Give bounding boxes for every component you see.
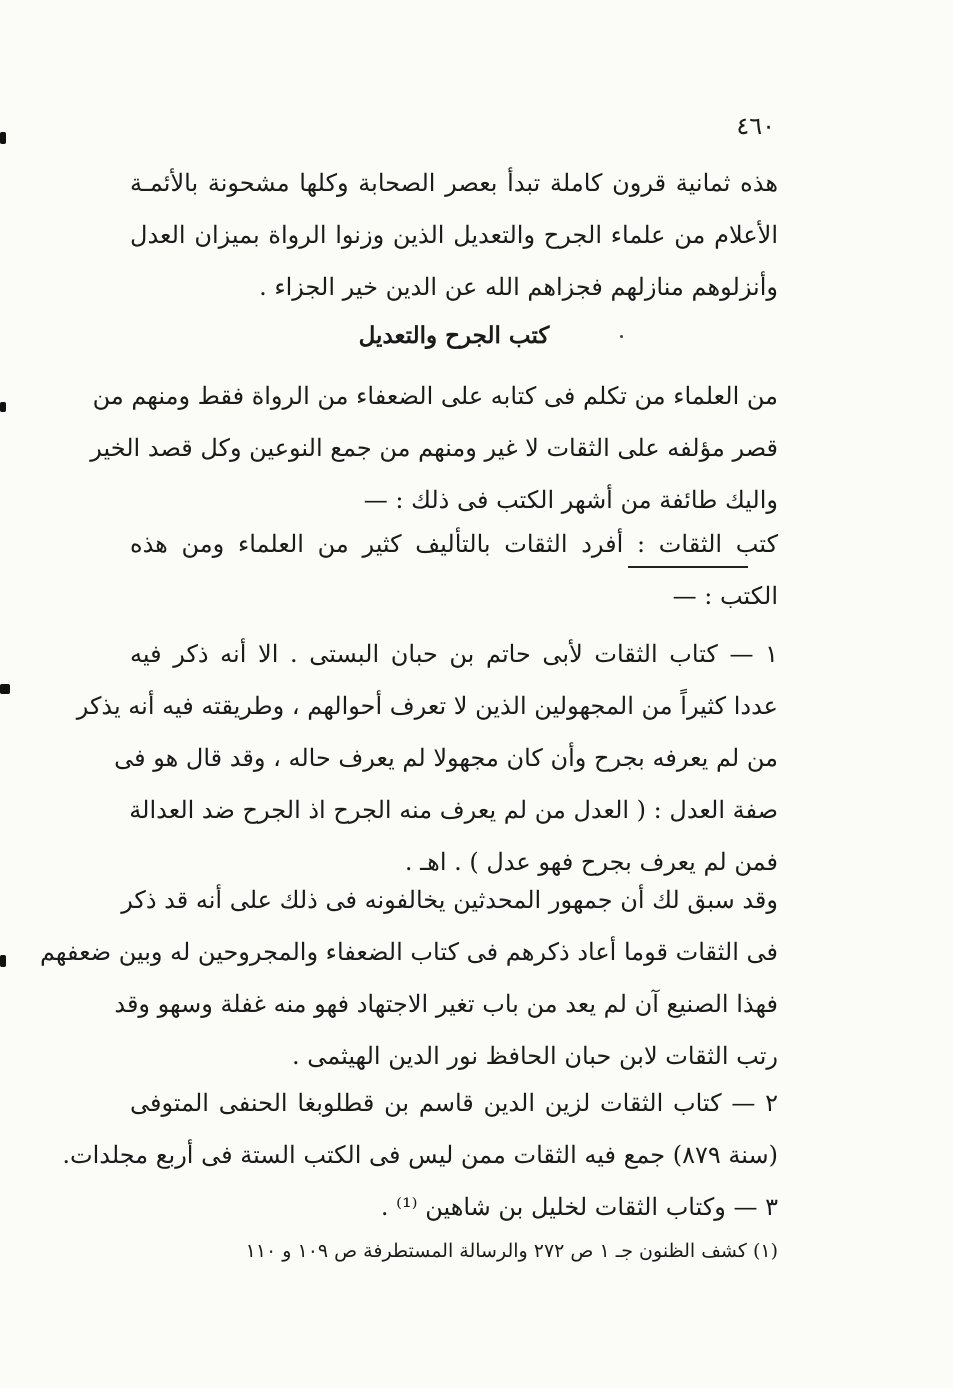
text-line: فى الثقات قوما أعاد ذكرهم فى كتاب الضعفاء والمجروحين له وبين ضعفهم <box>39 938 778 966</box>
paragraph-2 <box>90 370 778 526</box>
text-line: هذه ثمانية قرون كاملة تبدأ بعصر الصحابة وكلها مشحونة بالأئمـة <box>130 169 778 197</box>
text-line: فمن لم يعرف بجرح فهو عدل ) . اهـ . <box>404 848 778 876</box>
text-line: من لم يعرفه بجرح وأن كان مجهولا لم يعرف حاله ، وقد قال هو فى <box>114 744 778 772</box>
text-line: ٢ — كتاب الثقات لزين الدين قاسم بن قطلوبغا الحنفى المتوفى <box>130 1089 778 1117</box>
text-line: كتب الثقات : أفرد الثقات بالتأليف كثير من العلماء ومن هذه <box>130 530 778 558</box>
margin-mark <box>0 684 10 694</box>
text-line: عددا كثيراً من المجهولين الذين لا تعرف أحوالهم ، وطريقته فيه أنه يذكر <box>76 692 778 720</box>
text-line: قصر مؤلفه على الثقات لا غير ومنهم من جمع النوعين وكل قصد الخير <box>90 434 778 462</box>
text-line: ٣ — وكتاب الثقات لخليل بن شاهين ⁽¹⁾ . <box>380 1193 778 1221</box>
text-line: (سنة ٨٧٩) جمع فيه الثقات ممن ليس فى الكتب الستة فى أربع مجلدات. <box>62 1141 778 1169</box>
paragraph-5 <box>39 874 778 1082</box>
text-line: وقد سبق لك أن جمهور المحدثين يخالفونه فى ذلك على أنه قد ذكر <box>121 886 778 914</box>
text-line: الأعلام من علماء الجرح والتعديل الذين وزنوا الرواة بميزان العدل <box>130 221 778 249</box>
text-line: فهذا الصنيع آن لم يعد من باب تغير الاجتهاد فهو منه غفلة وسهو وقد <box>114 990 778 1018</box>
text-line: وأنزلوهم منازلهم فجزاهم الله عن الدين خير الجزاء . <box>259 273 778 301</box>
margin-mark <box>0 955 6 967</box>
paragraph-6 <box>62 1077 778 1233</box>
paragraph-3 <box>130 518 778 622</box>
underline-mark <box>628 566 748 568</box>
margin-mark <box>0 402 6 412</box>
section-heading: كتب الجرح والتعديل <box>358 322 550 349</box>
page-number: ٤٦٠ <box>736 112 775 140</box>
paragraph-1 <box>130 157 778 313</box>
paragraph-4 <box>76 628 778 888</box>
text-line: من العلماء من تكلم فى كتابه على الضعفاء من الرواة فقط ومنهم من <box>92 382 778 410</box>
text-line: صفة العدل : ( العدل من لم يعرف منه الجرح اذ الجرح ضد العدالة <box>129 796 778 824</box>
footnote: (١) كشف الظنون جـ ١ ص ٢٧٢ والرسالة المستطرفة ص ١٠٩ و ١١٠ <box>245 1240 778 1262</box>
margin-mark <box>0 132 6 144</box>
text-line: رتب الثقات لابن حبان الحافظ نور الدين الهيثمى . <box>291 1042 778 1070</box>
text-line: الكتب : — <box>672 582 778 610</box>
text-line: واليك طائفة من أشهر الكتب فى ذلك : — <box>363 486 778 514</box>
text-line: ١ — كتاب الثقات لأبى حاتم بن حبان البستى . الا أنه ذكر فيه <box>130 640 778 668</box>
